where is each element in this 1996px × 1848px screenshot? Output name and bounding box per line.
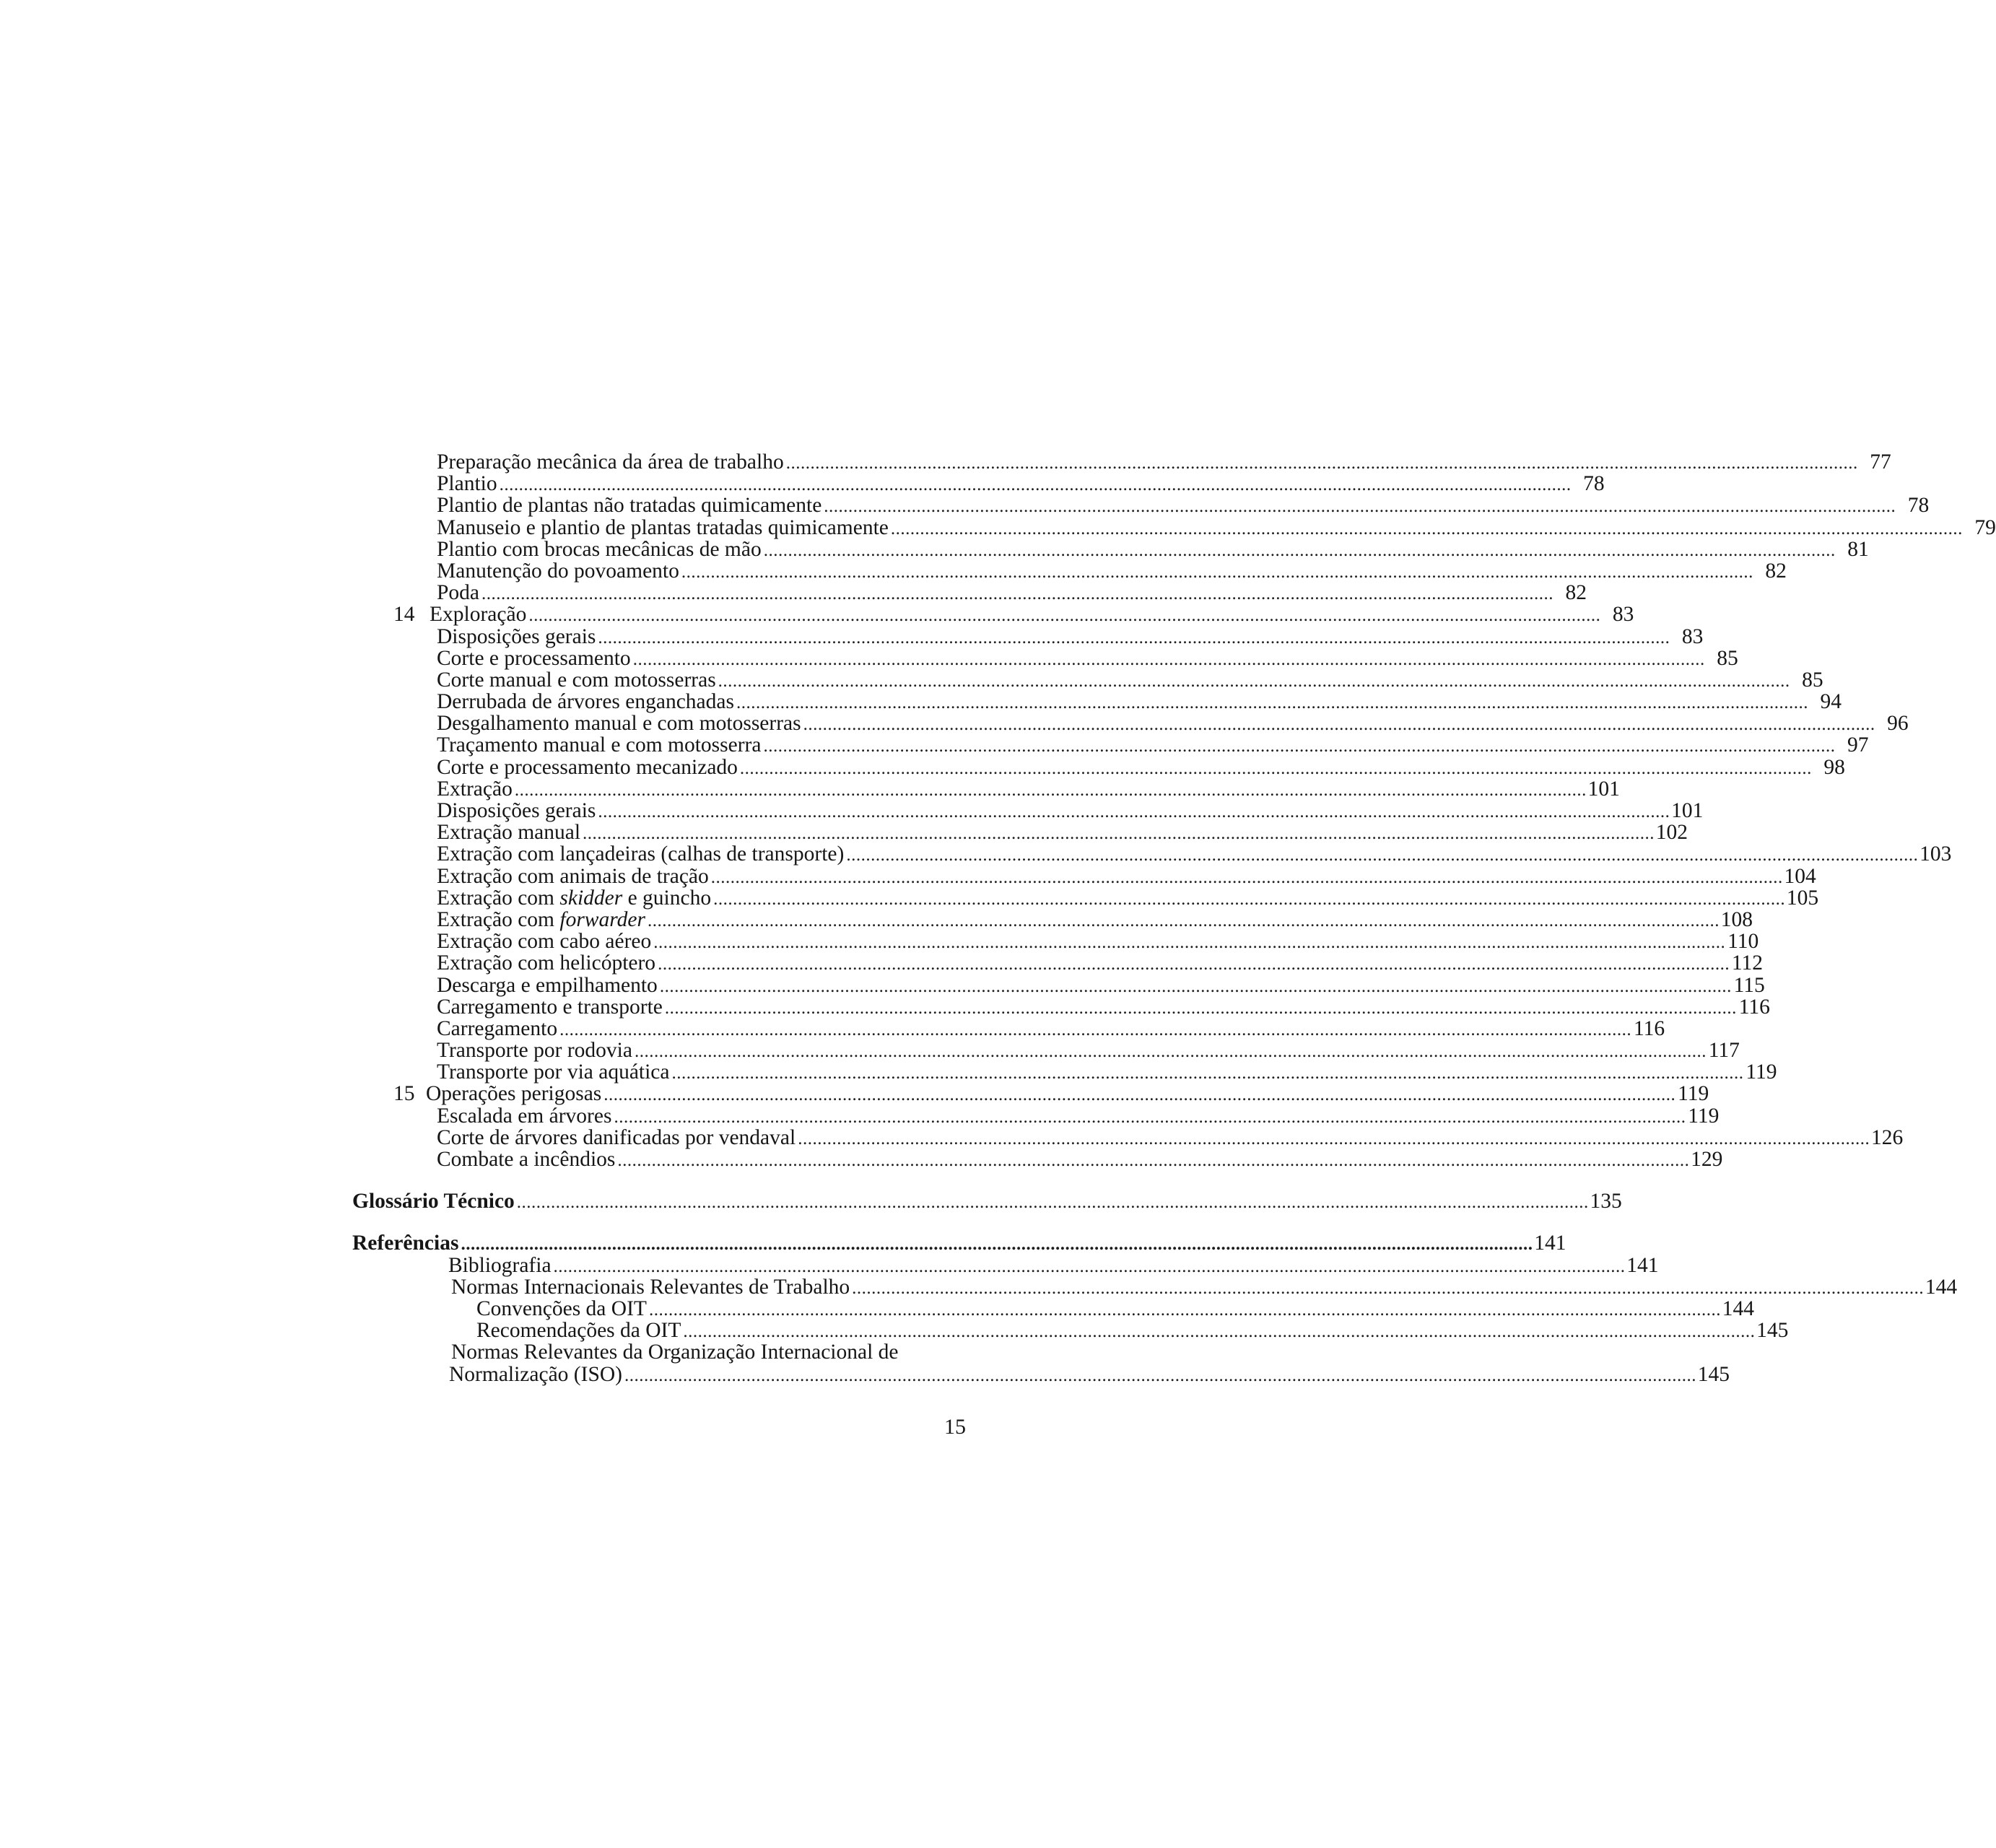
toc-line [437,1016,1665,1040]
toc-line [451,1275,1958,1299]
toc-entry-reference [358,1341,971,1363]
toc-entry-page: 77 [1870,450,1891,474]
toc-entry [358,1060,1777,1084]
toc-line [437,1039,1740,1063]
dot-leader: ............................................................................................................................................................................................................................ [681,562,1753,582]
toc-line [437,733,1869,757]
toc-entry-page: 135 [1590,1190,1622,1213]
toc-entry-page: 104 [1784,864,1816,888]
chapter-number: 15 [393,1082,415,1106]
toc-entry-page: 101 [1587,777,1620,801]
toc-entry-page: 119 [1688,1104,1720,1128]
toc-line [437,886,1819,910]
toc-entry [358,799,1704,822]
toc-entry-page: 96 [1887,712,1909,736]
toc-entry-page: 112 [1731,951,1764,975]
toc-entry-title-part: e guincho [622,886,712,910]
toc-entry-page: 81 [1847,537,1869,561]
toc-line [437,690,1842,714]
dot-leader: ............................................................................................................................................................................................................................ [624,1365,1696,1385]
toc-entry-page: 141 [1534,1232,1566,1255]
toc-entry-title: Plantio [437,472,497,496]
toc-entry-page: 126 [1870,1125,1904,1149]
toc-entry [358,777,1620,801]
toc-entry-title: Desgalhamento manual e com motosserras [437,712,801,736]
table-of-contents [352,450,1996,1386]
toc-line [437,995,1770,1019]
toc-entry-page: 108 [1720,907,1753,931]
toc-entry [358,690,1842,714]
toc-line [437,755,1845,779]
toc-entry-title: Plantio de plantas não tratadas quimicamente [437,494,822,518]
dot-leader: ............................................................................................................................................................................................................................ [528,606,1601,626]
toc-entry-page: 85 [1717,646,1738,670]
toc-line [437,1060,1777,1084]
toc-line [449,1362,1730,1386]
toc-entry-title: Derrubada de árvores enganchadas [437,690,734,714]
toc-entry-reference [358,1253,1659,1277]
toc-entry-title: Extração manual [437,821,581,845]
toc-entry-glossary [352,1190,1622,1213]
toc-line [437,624,1704,648]
toc-line [437,864,1816,888]
dot-leader: ............................................................................................................................................................................................................................ [803,715,1875,735]
dot-leader: ............................................................................................................................................................................................................................ [516,1193,1589,1213]
toc-entry-page: 145 [1697,1362,1730,1386]
toc-entry [358,646,1738,670]
toc-entry-references [352,1232,1566,1255]
toc-entry-title: Escalada em árvores [437,1104,612,1128]
toc-entry-reference [358,1275,1958,1299]
toc-entry-title: Glossário Técnico [352,1190,515,1213]
dot-leader: ............................................................................................................................................................................................................................ [634,1042,1707,1062]
toc-entry [358,1082,1709,1106]
toc-entry [358,755,1845,779]
toc-line [437,537,1869,561]
dot-leader: ............................................................................................................................................................................................................................ [481,584,1553,604]
toc-line [437,973,1765,997]
toc-entry-page: 83 [1612,603,1634,627]
toc-line [437,951,1764,975]
toc-entry-page: 145 [1756,1319,1789,1343]
dot-leader: ............................................................................................................................................................................................................................ [461,1234,1533,1255]
toc-entry-title: Carregamento [437,1016,558,1040]
toc-line [437,494,1930,518]
toc-entry [358,821,1688,845]
dot-leader: ............................................................................................................................................................................................................................ [824,497,1896,517]
toc-entry-page: 129 [1691,1148,1723,1171]
toc-entry-page: 141 [1626,1253,1659,1277]
toc-entry [358,886,1819,910]
toc-line [437,842,1952,866]
toc-entry [358,733,1869,757]
toc-line [437,1104,1720,1128]
toc-line [437,559,1787,583]
toc-entry [358,515,1996,539]
dot-leader: ............................................................................................................................................................................................................................ [632,649,1705,669]
toc-entry [358,559,1787,583]
toc-entry [358,1016,1665,1040]
toc-entry [358,930,1759,954]
toc-entry-page: 119 [1746,1060,1777,1084]
toc-entry [358,864,1816,888]
toc-line [352,1232,1566,1255]
dot-leader: ............................................................................................................................................................................................................................ [763,736,1836,757]
dot-leader: ............................................................................................................................................................................................................................ [739,758,1812,778]
toc-entry-title: Exploração [430,603,527,627]
toc-entry [358,472,1605,496]
toc-entry-page: 117 [1708,1039,1740,1063]
toc-line [437,1148,1723,1171]
toc-entry-title: Normas Relevantes da Organização Internacional de [451,1341,899,1364]
toc-entry-title: Disposições gerais [437,624,596,648]
toc-entry-title: Extração com helicóptero [437,951,656,975]
dot-leader: ............................................................................................................................................................................................................................ [598,802,1670,821]
toc-entry-title: Combate a incêndios [437,1148,616,1171]
dot-leader: ............................................................................................................................................................................................................................ [514,780,1587,800]
toc-entry-title: Transporte por via aquática [437,1060,670,1084]
toc-entry [358,668,1823,692]
toc-entry [358,1039,1740,1063]
toc-entry-title: Corte manual e com motosserras [437,668,716,692]
toc-entry-title: Normalização (ISO) [449,1362,622,1386]
toc-entry-title: Corte e processamento [437,646,631,670]
toc-entry-page: 82 [1765,559,1787,583]
toc-entry-title: Extração com animais de tração [437,864,709,888]
toc-entry [358,951,1764,975]
toc-entry-title: Bibliografia [448,1253,552,1277]
toc-entry-title: Carregamento e transporte [437,995,663,1019]
toc-entry-title: Disposições gerais [437,799,596,822]
toc-entry-page: 119 [1678,1082,1709,1106]
toc-line [437,646,1738,670]
dot-leader: ............................................................................................................................................................................................................................ [653,933,1726,953]
toc-entry-reference [358,1296,1754,1320]
toc-line [426,1082,1709,1106]
chapter-number: 14 [393,603,415,627]
toc-line [437,668,1823,692]
dot-leader: ............................................................................................................................................................................................................................ [736,693,1808,713]
toc-entry-page: 144 [1925,1275,1958,1299]
toc-entry-title: Corte de árvores danificadas por vendaval [437,1125,796,1149]
toc-entry-title: Extração [437,777,513,801]
toc-line [448,1253,1659,1277]
toc-entry-title: Extração com lançadeiras (calhas de transporte) [437,842,845,866]
toc-entry-page: 82 [1565,581,1587,605]
toc-line [476,1296,1754,1320]
toc-entry-page: 83 [1681,624,1704,648]
dot-leader: ............................................................................................................................................................................................................................ [603,1085,1676,1105]
toc-entry-title: Manutenção do povoamento [437,559,679,583]
toc-entry-title: Convenções da OIT [476,1296,647,1320]
toc-entry-title-part: Extração com [437,886,560,910]
toc-entry-page: 78 [1583,472,1605,496]
dot-leader: ............................................................................................................................................................................................................................ [890,518,1963,539]
page-number: 15 [944,1415,966,1439]
toc-entry-title: Poda [437,581,479,605]
toc-entry-page: 103 [1919,842,1952,866]
toc-line [437,777,1620,801]
dot-leader: ............................................................................................................................................................................................................................ [713,889,1786,909]
toc-entry [358,494,1930,518]
dot-leader: ............................................................................................................................................................................................................................ [671,1063,1744,1084]
toc-entry-page: 144 [1722,1296,1754,1320]
toc-entry [358,712,1909,736]
dot-leader: ............................................................................................................................................................................................................................ [664,998,1737,1018]
toc-entry-title-italic: forwarder [559,907,645,931]
toc-entry [358,1125,1904,1149]
toc-entry-title [437,887,713,909]
toc-entry-reference [358,1319,1789,1343]
toc-entry-title: Operações perigosas [426,1082,602,1106]
toc-entry-title: Recomendações da OIT [476,1319,681,1343]
dot-leader: ............................................................................................................................................................................................................................ [617,1151,1690,1170]
toc-entry-page: 116 [1633,1016,1665,1040]
dot-leader: ............................................................................................................................................................................................................................ [852,1278,1925,1298]
toc-entry-page: 115 [1733,973,1765,997]
toc-entry [358,973,1765,997]
toc-entry-page: 78 [1907,494,1930,518]
dot-leader: ............................................................................................................................................................................................................................ [846,845,1919,866]
toc-line [437,472,1605,496]
toc-entry [358,995,1770,1019]
dot-leader: ............................................................................................................................................................................................................................ [683,1322,1756,1342]
dot-leader: ............................................................................................................................................................................................................................ [647,910,1720,930]
toc-entry-page: 97 [1847,733,1869,757]
toc-entry [358,842,1952,866]
dot-leader: ............................................................................................................................................................................................................................ [598,627,1670,648]
toc-line [437,515,1996,539]
toc-line [437,907,1753,931]
toc-line [437,821,1688,845]
spacer [358,1170,971,1190]
toc-entry [358,1104,1720,1128]
dot-leader: ............................................................................................................................................................................................................................ [559,1019,1632,1040]
dot-leader: ............................................................................................................................................................................................................................ [553,1256,1626,1276]
toc-entry-title: Traçamento manual e com motosserra [437,733,762,757]
toc-entry-title: Manuseio e plantio de plantas tratadas quimicamente [437,515,889,539]
toc-entry [358,1148,1723,1171]
dot-leader: ............................................................................................................................................................................................................................ [659,976,1732,996]
toc-line [476,1319,1789,1343]
toc-entry-page: 85 [1802,668,1823,692]
toc-line [437,581,1587,605]
dot-leader: ............................................................................................................................................................................................................................ [798,1128,1870,1149]
dot-leader: ............................................................................................................................................................................................................................ [763,540,1836,560]
toc-entry-page: 116 [1738,995,1770,1019]
toc-entry-title: Descarga e empilhamento [437,973,658,997]
toc-entry [358,450,1891,474]
dot-leader: ............................................................................................................................................................................................................................ [785,453,1858,473]
toc-entry-title: Normas Internacionais Relevantes de Trabalho [451,1275,850,1299]
toc-entry [358,603,1634,627]
dot-leader: ............................................................................................................................................................................................................................ [718,671,1790,691]
toc-line [437,712,1909,736]
toc-entry-title: Preparação mecânica da área de trabalho [437,450,784,474]
dot-leader: ............................................................................................................................................................................................................................ [614,1107,1686,1127]
toc-entry-page: 105 [1786,886,1819,910]
toc-entry-title: Referências [352,1232,459,1255]
dot-leader: ............................................................................................................................................................................................................................ [499,475,1572,495]
toc-line [437,799,1704,822]
toc-entry-page: 94 [1820,690,1842,714]
toc-line [430,603,1634,627]
toc-entry [358,581,1587,605]
toc-entry [358,624,1704,648]
toc-entry-title: Transporte por rodovia [437,1039,632,1063]
toc-entry-title: Plantio com brocas mecânicas de mão [437,537,762,561]
spacer [358,1212,971,1232]
toc-line [437,450,1891,474]
toc-entry-title-part: Extração com [437,907,560,931]
dot-leader: ............................................................................................................................................................................................................................ [658,954,1730,975]
toc-entry [358,907,1753,931]
toc-entry-page: 110 [1727,930,1759,954]
toc-entry-page: 98 [1823,755,1845,779]
dot-leader: ............................................................................................................................................................................................................................ [583,824,1655,844]
toc-entry-title-italic: skidder [559,886,623,910]
toc-entry-title: Corte e processamento mecanizado [437,755,738,779]
toc-entry-title [437,909,648,930]
toc-line [437,1125,1904,1149]
toc-entry-page: 102 [1655,821,1688,845]
toc-line [352,1190,1622,1213]
toc-line [437,930,1759,954]
toc-entry-title: Extração com cabo aéreo [437,930,652,954]
toc-entry-reference-cont [358,1362,1730,1386]
toc-entry-page: 79 [1974,515,1996,539]
dot-leader: ............................................................................................................................................................................................................................ [648,1299,1721,1320]
toc-entry-page: 101 [1671,799,1704,822]
toc-entry [358,537,1869,561]
dot-leader: ............................................................................................................................................................................................................................ [710,867,1783,887]
